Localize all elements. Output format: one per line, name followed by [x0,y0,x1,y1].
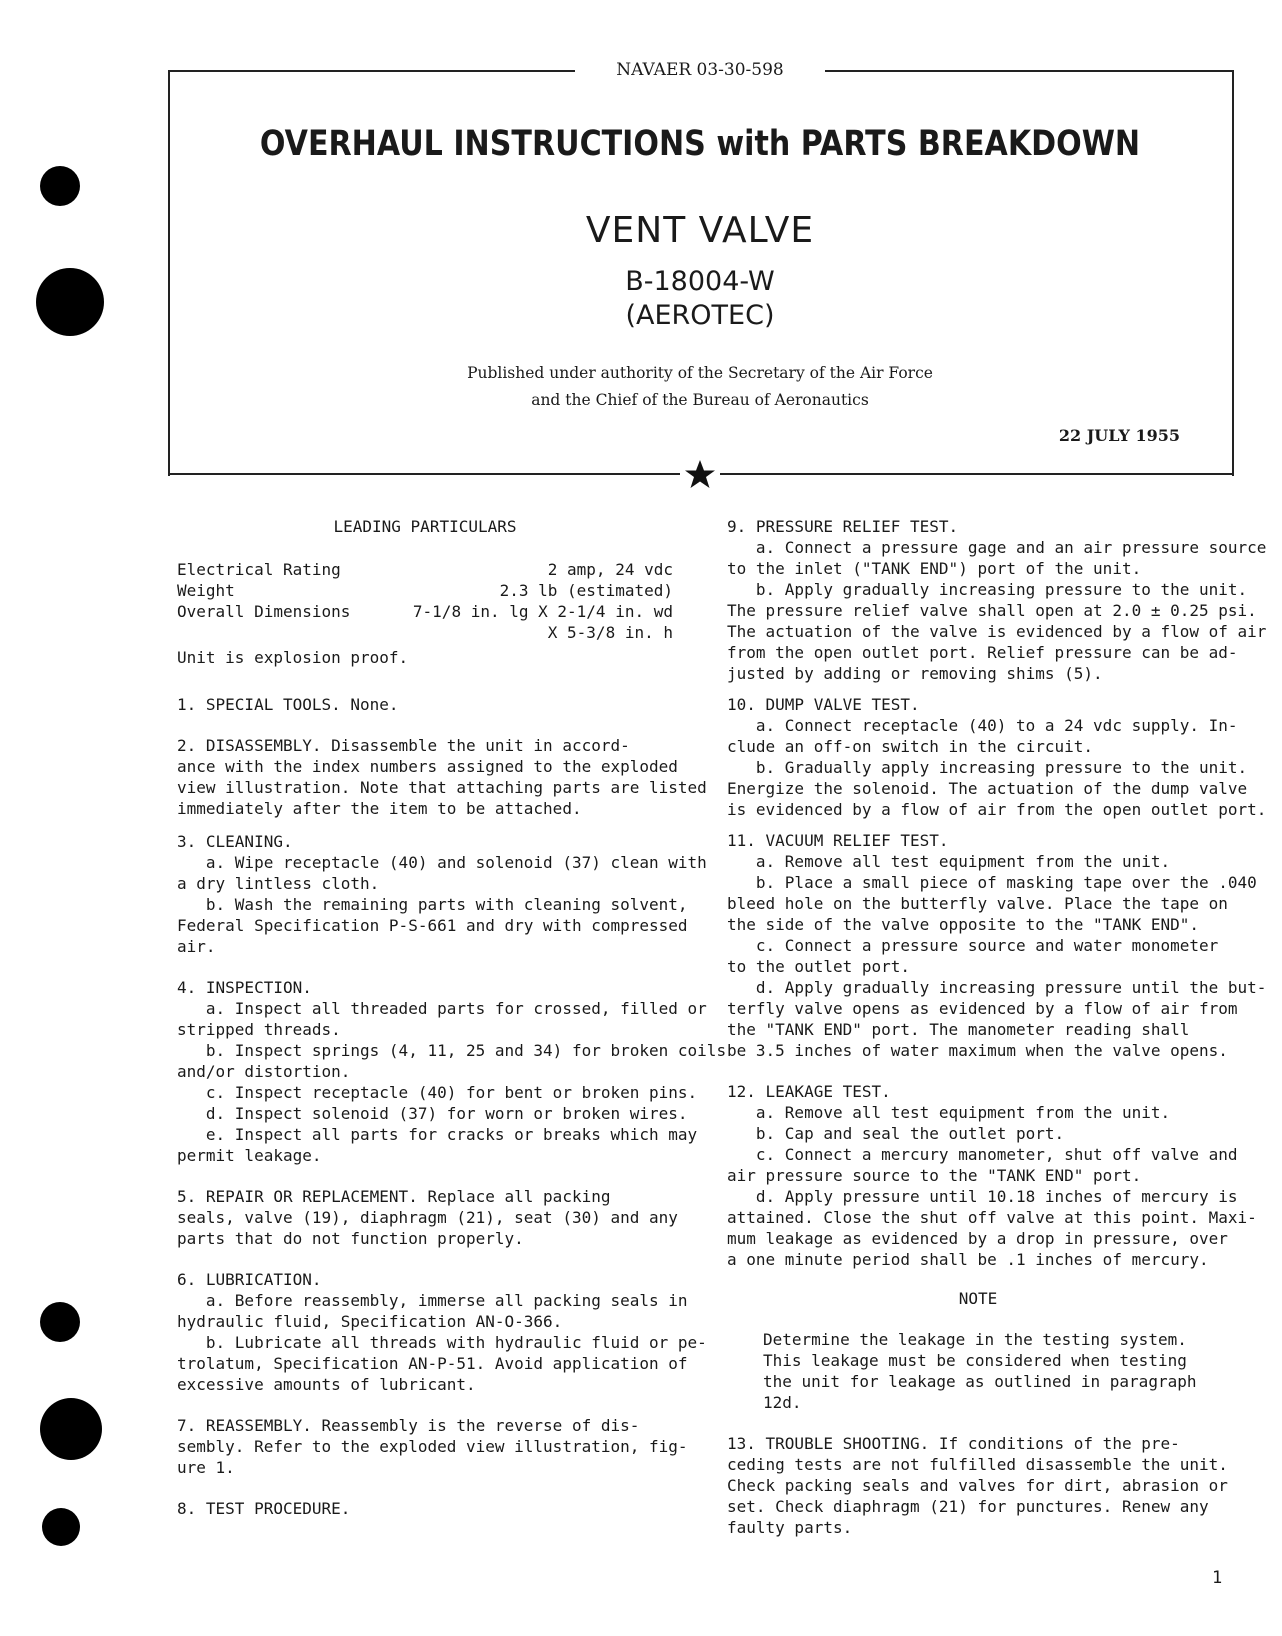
star-icon [684,458,716,490]
publication-date: 22 JULY 1955 [1058,426,1180,445]
spec-row: Electrical Rating 2 amp, 24 vdc [177,560,673,579]
part-number: B-18004-W [625,266,775,297]
divider-right [720,473,1232,475]
section-4-inspection: 4. INSPECTION. a. Inspect all threaded parts for crossed, filled or stripped threads. b. Inspect springs (4, 11, 25 and 34) for broken coils and/or distortion. c. Inspect receptacle (40) for bent or broken pins. d. Inspect solenoid (37) for worn or broken wires. e. Inspect all parts for cracks or breaks which may permit leakage. [177,978,727,1165]
binder-hole-2 [36,268,104,336]
section-12-leakage: 12. LEAKAGE TEST. a. Remove all test equipment from the unit. b. Cap and seal the outlet port. c. Connect a mercury manometer, shut off valve and air pressure source to the "TANK END" port. d. Apply pressure until 10.18 inches of mercury is attained. Close the shut off valve at this point. Maxi- mum leakage as evidenced by a drop in pressure, over a one minute period shall be .1 inches of mercury. [727,1082,1257,1269]
binder-hole-1 [40,166,80,206]
left-column [177,516,727,1519]
manufacturer: (AEROTEC) [625,300,775,331]
authority-line-1: Published under authority of the Secretary of the Air Force [467,364,933,382]
authority-line-2: and the Chief of the Bureau of Aeronautics [531,391,869,409]
section-9-pressure-relief: 9. PRESSURE RELIEF TEST. a. Connect a pressure gage and an air pressure source to the inlet ("TANK END") port of the unit. b. Apply gradually increasing pressure to the unit. The pressure relief valve shall open at 2.0 ± 0.25 psi. The actuation of the valve is evidenced by a flow of air from the open outlet port. Relief pressure can be ad- justed by adding or removing shims (5). [727,517,1267,683]
section-6-lubrication: 6. LUBRICATION. a. Before reassembly, immerse all packing seals in hydraulic fluid, Specification AN-O-366. b. Lubricate all threads with hydraulic fluid or pe- trolatum, Specification AN-P-51. Avoid application of excessive amounts of lubricant. [177,1270,707,1394]
section-5-repair: 5. REPAIR OR REPLACEMENT. Replace all packing seals, valve (19), diaphragm (21), seat (30) and any parts that do not function properly. [177,1187,678,1248]
binder-hole-5 [42,1508,80,1546]
leading-particulars-heading: LEADING PARTICULARS [333,517,517,536]
note-heading: NOTE [958,1289,998,1308]
binder-hole-4 [40,1398,102,1460]
section-10-dump-valve: 10. DUMP VALVE TEST. a. Connect receptacle (40) to a 24 vdc supply. In- clude an off-on switch in the circuit. b. Gradually apply increasing pressure to the unit. Energize the solenoid. The actuation of the dump valve is evidenced by a flow of air from the open outlet port. [727,695,1267,819]
divider-left [168,473,680,475]
section-2-disassembly: 2. DISASSEMBLY. Disassemble the unit in accord- ance with the index numbers assigned to the exploded view illustration. Note that attaching parts are listed immediately after the item to be attached. [177,736,707,818]
right-column [727,516,1267,1538]
spec-row-continued: X 5-3/8 in. h [547,623,673,642]
page-number: 1 [1212,1568,1223,1588]
section-3-cleaning: 3. CLEANING. a. Wipe receptacle (40) and solenoid (37) clean with a dry lintless cloth. b. Wash the remaining parts with cleaning solvent, Federal Specification P-S-661 and dry with compressed air. [177,832,707,956]
binder-hole-3 [40,1302,80,1342]
section-11-vacuum-relief: 11. VACUUM RELIEF TEST. a. Remove all test equipment from the unit. b. Place a small piece of masking tape over the .040 bleed hole on the butterfly valve. Place the tape on the side of the valve opposite to the "TANK END". c. Connect a pressure source and water monometer to the outlet port. d. Apply gradually increasing pressure until the but- terfly valve opens as evidenced by a flow of air from the "TANK END" port. The manometer reading shall be 3.5 inches of water maximum when the valve opens. [727,831,1267,1060]
section-7-reassembly: 7. REASSEMBLY. Reassembly is the reverse of dis- sembly. Refer to the exploded view illustration, fig- ure 1. [177,1416,688,1477]
spec-table [177,559,673,643]
spec-row: Overall Dimensions 7-1/8 in. lg X 2-1/4 in. wd [177,602,673,621]
explosion-proof-note: Unit is explosion proof. [177,648,409,667]
spec-row: Weight 2.3 lb (estimated) [177,581,673,600]
unit-title: VENT VALVE [585,210,815,251]
document-number: NAVAER 03-30-598 [575,58,825,82]
section-8-test-procedure: 8. TEST PROCEDURE. [177,1499,351,1518]
note-body: Determine the leakage in the testing system. This leakage must be considered when testing the unit for leakage as outlined in paragraph 12d. [763,1330,1197,1412]
section-1-special-tools: 1. SPECIAL TOOLS. None. [177,695,399,714]
section-13-trouble-shooting: 13. TROUBLE SHOOTING. If conditions of the pre- ceding tests are not fulfilled disassemble the unit. Check packing seals and valves for dirt, abrasion or set. Check diaphragm (21) for punctures. Renew any faulty parts. [727,1434,1228,1537]
main-title: OVERHAUL INSTRUCTIONS with PARTS BREAKDOWN [259,124,1141,164]
